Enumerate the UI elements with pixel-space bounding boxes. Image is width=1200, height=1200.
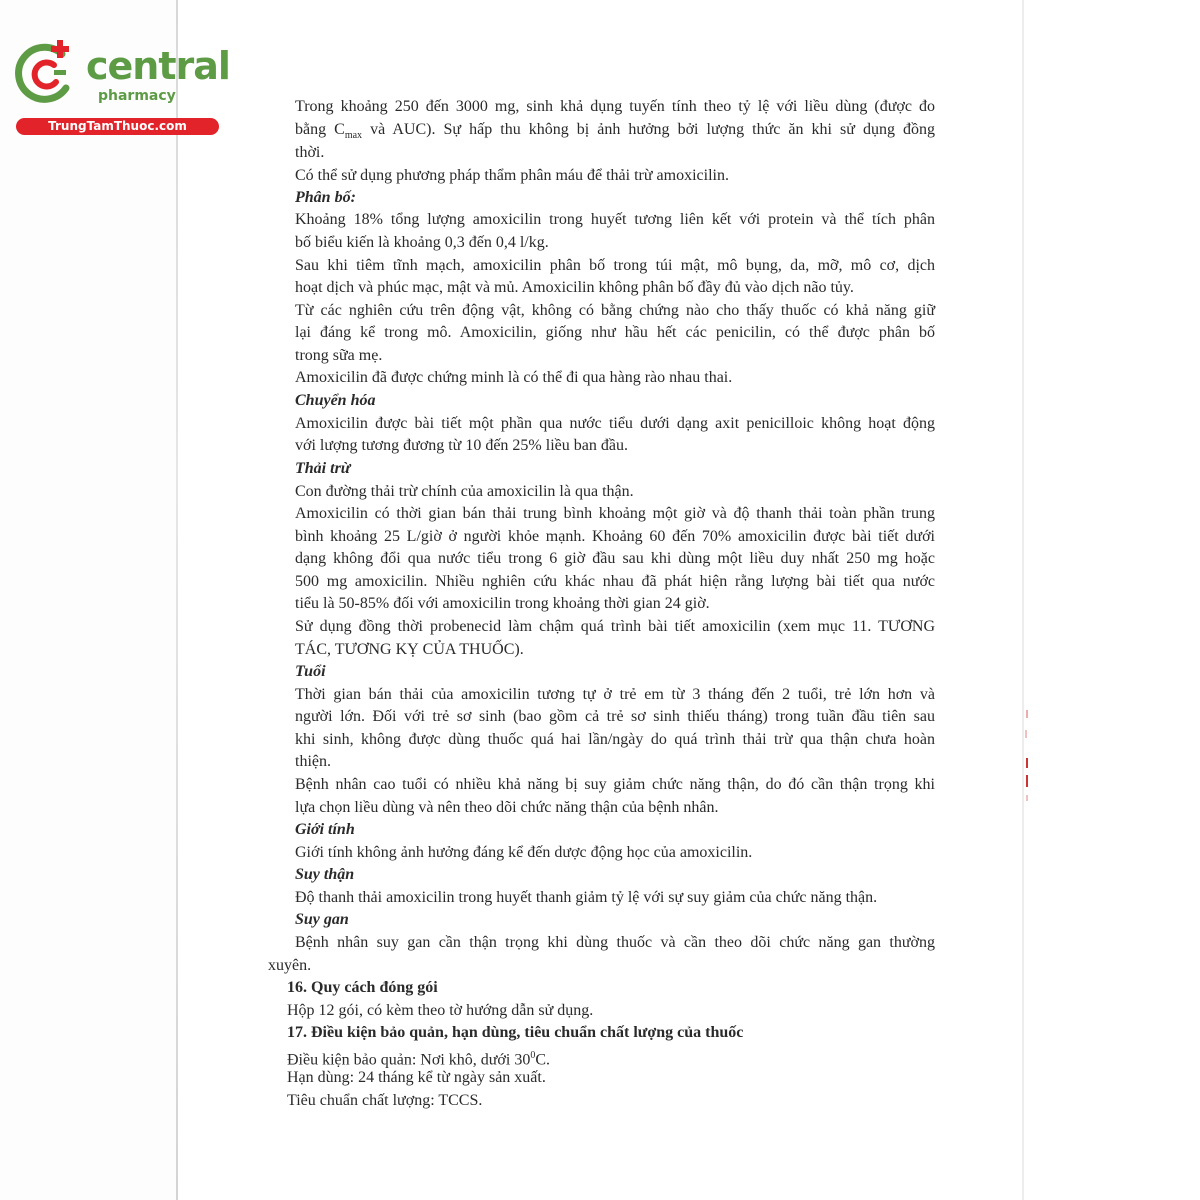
text-line: tiểu là 50-85% đối với amoxicilin trong khoảng thời gian 24 giờ. — [295, 595, 710, 612]
section-heading: Suy thận — [295, 866, 355, 883]
text-line: Tiêu chuẩn chất lượng: TCCS. — [287, 1092, 483, 1109]
section-title-16: 16. Quy cách đóng gói — [287, 979, 438, 996]
brand-subtitle: pharmacy — [98, 88, 176, 104]
section-heading: Giới tính — [295, 821, 355, 838]
text-line: Trong khoảng 250 đến 3000 mg, sinh khả dụng tuyến tính theo tỷ lệ với liều dùng (được đo — [295, 98, 935, 115]
text-line: Amoxicilin đã được chứng minh là có thể đi qua hàng rào nhau thai. — [295, 369, 733, 386]
text-line: Hộp 12 gói, có kèm theo tờ hướng dẫn sử dụng. — [287, 1002, 594, 1019]
text-line: dạng không đổi qua nước tiểu trong 6 giờ đầu sau khi dùng một liều duy nhất 250 mg hoặc — [295, 550, 935, 567]
text-line: thời. — [295, 144, 325, 161]
text-line: Hạn dùng: 24 tháng kể từ ngày sản xuất. — [287, 1069, 546, 1086]
section-heading: Chuyển hóa — [295, 392, 376, 409]
text-line: Có thể sử dụng phương pháp thẩm phân máu để thải trừ amoxicilin. — [295, 167, 729, 184]
text-line: TÁC, TƯƠNG KỴ CỦA THUỐC). — [295, 641, 524, 658]
section-heading: Phân bố: — [295, 189, 356, 206]
text-line: bình khoảng 25 L/giờ ở người khỏe mạnh. Khoảng 60 đến 70% amoxicilin được bài tiết dưới — [295, 528, 935, 545]
text-line: bố biểu kiến là khoảng 0,3 đến 0,4 l/kg. — [295, 234, 549, 251]
text-line: Amoxicilin có thời gian bán thải trung bình khoảng một giờ và độ thanh thải toàn phần trung — [295, 505, 935, 522]
section-title-17: 17. Điều kiện bảo quản, hạn dùng, tiêu chuẩn chất lượng của thuốc — [287, 1024, 744, 1041]
text-line: Con đường thải trừ chính của amoxicilin là qua thận. — [295, 483, 634, 500]
brand-url: TrungTamThuoc.com — [16, 118, 219, 135]
section-heading: Suy gan — [295, 911, 349, 928]
section-heading: Tuổi — [295, 663, 326, 680]
text-line: Thời gian bán thải của amoxicilin tương tự ở trẻ em từ 3 tháng đến 2 tuổi, trẻ lớn hơn và — [295, 686, 935, 703]
text-line: Sử dụng đồng thời probenecid làm chậm quá trình bài tiết amoxicilin (xem mục 11. TƯƠNG — [295, 618, 935, 635]
text-line: Giới tính không ảnh hưởng đáng kể đến dược động học của amoxicilin. — [295, 844, 753, 861]
text-line: Khoảng 18% tổng lượng amoxicilin trong huyết tương liên kết với protein và thể tích phân — [295, 211, 935, 228]
text-line: lựa chọn liều dùng và nên theo dõi chức năng thận của bệnh nhân. — [295, 799, 719, 816]
text-line: Độ thanh thải amoxicilin trong huyết thanh giảm tỷ lệ với sự suy giảm của chức năng thận. — [295, 889, 878, 906]
text-line: Điều kiện bảo quản: Nơi khô, dưới $30^0C$. — [287, 1050, 551, 1069]
text-line: thiện. — [295, 753, 331, 770]
text-line: Amoxicilin được bài tiết một phần qua nước tiểu dưới dạng axit penicilloic không hoạt động — [295, 415, 935, 432]
text-line: khi sinh, không được dùng thuốc quá hai lần/ngày do quá trình thải trừ qua thận chưa hoàn — [295, 731, 935, 748]
brand-name: central — [86, 44, 230, 88]
text-line: Sau khi tiêm tĩnh mạch, amoxicilin phân bố trong túi mật, mô bụng, da, mỡ, mô cơ, dịch — [295, 257, 935, 274]
text-line: Bệnh nhân suy gan cần thận trọng khi dùng thuốc và cần theo dõi chức năng gan thường — [295, 934, 935, 951]
text-line: bằng $C_{max}$ và AUC). Sự hấp thu không bị ảnh hưởng bởi lượng thức ăn khi sử dụng đồng — [295, 121, 935, 142]
text-line: 500 mg amoxicilin. Nhiều nghiên cứu khác nhau đã phát hiện rằng lượng bài tiết qua nước — [295, 573, 935, 590]
text-line: người lớn. Đối với trẻ sơ sinh (bao gồm cả trẻ sơ sinh thiếu tháng) trong tuần đầu tiên sau — [295, 708, 935, 725]
text-line: Bệnh nhân cao tuổi có nhiều khả năng bị suy giảm chức năng thận, do đó cần thận trọng khi — [295, 776, 935, 793]
text-line: hoạt dịch và phúc mạc, mật và mủ. Amoxicilin không phân bố đầy đủ vào dịch não tủy. — [295, 279, 854, 296]
text-line: lại đáng kể trong mô. Amoxicilin, giống như hầu hết các penicilin, có thể được phân bố — [295, 324, 935, 341]
text-line: xuyên. — [268, 957, 312, 974]
text-line: với lượng tương đương từ 10 đến 25% liều ban đầu. — [295, 437, 628, 454]
text-line: trong sữa mẹ. — [295, 347, 383, 364]
section-heading: Thải trừ — [295, 460, 351, 477]
text-line: Từ các nghiên cứu trên động vật, không có bằng chứng nào cho thấy thuốc có khả năng giữ — [295, 302, 935, 319]
